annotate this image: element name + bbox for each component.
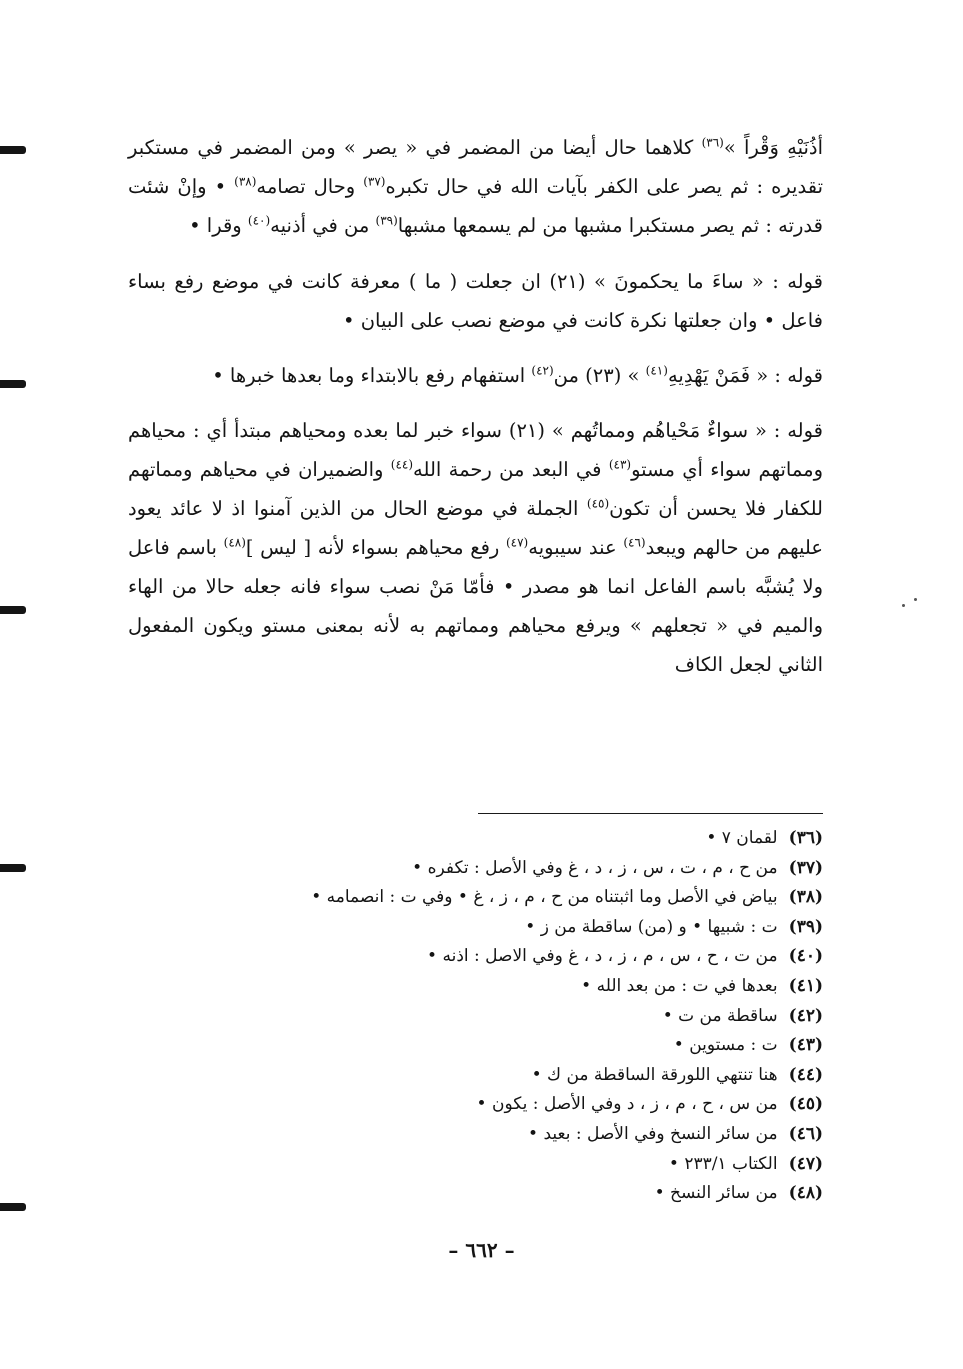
footnote-separator (478, 813, 823, 814)
footnote (128, 1090, 823, 1120)
main-text (128, 128, 823, 700)
footnote (128, 913, 823, 943)
footnote-text: بياض في الأصل وما اثبتناه من ح ، م ، ز ، غ • وفي ت : انصمامه • (311, 887, 778, 908)
footnote-marker: (٤٢) (531, 363, 554, 378)
footnote-number: (٤٢) (788, 1005, 823, 1026)
footnote (128, 883, 823, 913)
footnote (128, 824, 823, 854)
footnote-number: (٤٣) (788, 1035, 823, 1056)
footnote (128, 1002, 823, 1032)
footnote-marker: (٣٧) (363, 174, 386, 189)
footnote-number: (٣٧) (788, 857, 823, 878)
footnote-number: (٤٨) (788, 1183, 823, 1204)
scan-speck (914, 598, 917, 601)
footnote-number: (٣٦) (788, 828, 823, 848)
footnote-marker: (٤٨) (223, 535, 246, 550)
footnote-marker: (٤٧) (505, 535, 529, 550)
paragraph-2: قوله : « ساءَ ما يحكمونَ » (٢١) ان جعلت ( ما ) معرفة كانت في موضع رفع بساء فاعل • وان جعلتها نكرة كانت في موضع نصب على البيان • (128, 270, 823, 332)
scan-edge-mark (0, 606, 26, 614)
footnote-text: لقمان ٧ • (706, 828, 778, 848)
footnote-text: من ت ، ح ، س ، م ، ز ، د ، غ وفي الاصل : اذنه • (427, 946, 778, 967)
scan-edge-mark (0, 146, 26, 154)
footnote-text: بعدها في ت : من بعد الله • (581, 975, 778, 996)
footnote-text: ت : مستوين • (673, 1035, 778, 1056)
page-number: – ٦٦٢ – (448, 1238, 515, 1262)
footnote (128, 854, 823, 884)
footnote-number: (٣٩) (788, 916, 823, 937)
footnote-number: (٤٥) (788, 1094, 823, 1115)
footnote-marker: (٣٩) (375, 213, 398, 228)
footnote-number: (٤٧) (788, 1153, 823, 1174)
paragraph-4: قوله : « سواءٌ مَحْياهُم ومماتُهم » (٢١) سواء خبر لما بعده ومحياهم مبتدأ أي : محياهم ومماتهم سواء أي مستو$^{(٤٣)}$ في البعد من رحمة الله$^{(٤٤)}$ والضميران في محياهم ومماتهم للكفار فلا يحسن أن تكون$^{(٤٥)}$ الجملة في موضع الحال من الذين آمنوا اذ لا عائد يعود عليهم من حالهم ويبعد$^{(٤٦)}$ عند سيبويه$^{(٤٧)}$ رفع محياهم بسواء لأنه [ ليس ]$^{(٤٨)}$ باسم فاعل ولا يُشبَّه باسم الفاعل انما هو مصدر • فأمّا مَنْ نصب سواء فانه جعله حالا من الهاء والميم في « تجعلهم » ويرفع محياهم ومماتهم به لأنه بمعنى مستو ويكون المفعول الثاني لجعل الكاف (128, 419, 824, 676)
footnote-marker: (٤٠) (247, 213, 271, 228)
footnote-marker: (٤٤) (390, 457, 414, 472)
footnote (128, 1031, 823, 1061)
scan-speck (902, 604, 905, 607)
footnote-marker: (٤٥) (586, 496, 610, 511)
footnote-marker: (٤١) (645, 363, 668, 378)
footnote-marker: (٤٦) (623, 535, 646, 550)
footnote-text: ت : شبيها • و (من) ساقطة من ز • (525, 916, 778, 937)
footnote-text: من سائر النسخ • (654, 1183, 778, 1204)
scan-edge-mark (0, 380, 26, 388)
footnote-text: ساقطة من ت • (662, 1005, 778, 1026)
footnotes-list (128, 824, 823, 1209)
footnote-marker: (٣٨) (234, 174, 257, 189)
footnote (128, 1150, 823, 1180)
footnote-text: هنا تنتهي اللورقة الساقطة من ك • (531, 1064, 778, 1085)
paragraph-3: قوله : « فَمَنْ يَهْدِيهِ$^{(٤١)}$ » (٢٣) من$^{(٤٢)}$ استفهام رفع بالابتداء وما بعدها خبرها • (212, 363, 823, 387)
footnote (128, 1120, 823, 1150)
scan-edge-mark (0, 1203, 26, 1211)
footnote-text: الكتاب ٢٣٣/١ • (668, 1153, 778, 1174)
footnote-number: (٤٤) (788, 1064, 823, 1085)
footnote (128, 942, 823, 972)
footnote-marker: (٣٦) (701, 135, 724, 150)
paragraph-1: أذُنَيْهِ وَقْراً »$^{(٣٦)}$ كلاهما حال أيضا من المضمر في « يصر » ومن المضمر في مستكبر تقديره : ثم يصر على الكفر بآيات الله في حال تكبره$^{(٣٧)}$ وحال تصامه$^{(٣٨)}$ • وإنْ شئت قدرته : ثم يصر مستكبرا مشبها من لم يسمعها مشبها$^{(٣٩)}$ من في أذنيه$^{(٤٠)}$ وقرا • (128, 135, 824, 237)
footnote-text: من سائر النسخ وفي الأصل : بعيد • (528, 1123, 778, 1144)
footnote-number: (٣٨) (788, 887, 823, 908)
footnote-marker: (٤٣) (608, 457, 632, 472)
footnote (128, 1179, 823, 1209)
footnote (128, 1061, 823, 1091)
footnote (128, 972, 823, 1002)
footnote-text: من س ، ح ، م ، ز ، د وفي الأصل : يكون • (476, 1094, 778, 1115)
footnote-number: (٤٦) (788, 1123, 823, 1144)
footnote-number: (٤٠) (788, 946, 823, 967)
scan-edge-mark (0, 864, 26, 872)
footnote-number: (٤١) (788, 975, 823, 996)
footnote-text: من ح ، م ، ت ، س ، ز ، د ، غ وفي الأصل : تكفره • (412, 857, 778, 878)
